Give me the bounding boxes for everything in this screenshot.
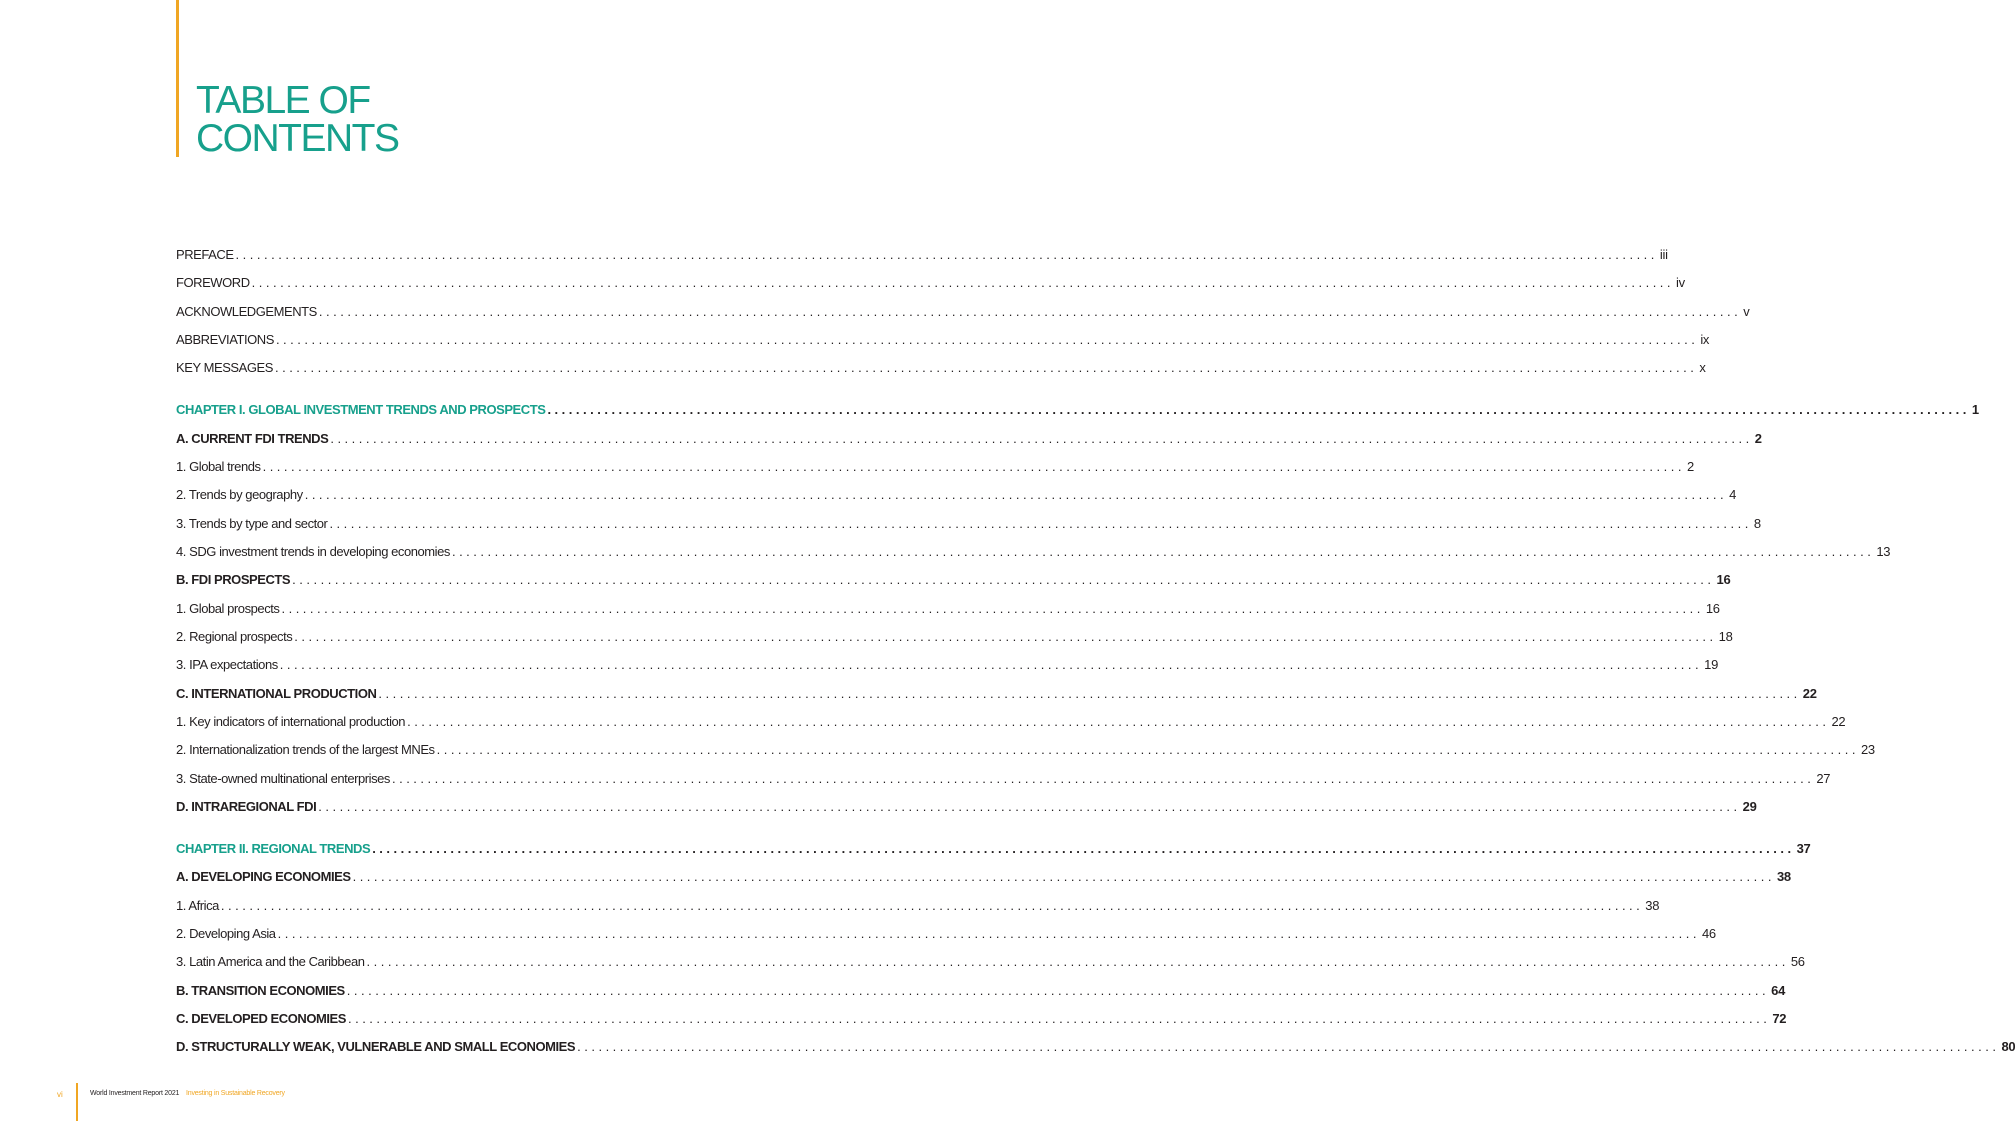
toc-leader-dots: ........................................................................................................................................................................................................ <box>220 898 1644 913</box>
toc-entry-label: ABBREVIATIONS <box>176 332 274 347</box>
toc-leader-dots: ........................................................................................................................................................................................................ <box>277 926 1700 941</box>
toc-entry[interactable] <box>176 419 1762 447</box>
toc-entry-page: 4 <box>1729 487 1737 502</box>
toc-leader-dots: ........................................................................................................................................................................................................ <box>378 686 1801 701</box>
toc-leader-dots: ........................................................................................................................................................................................................ <box>279 657 1703 672</box>
toc-entry-page: 8 <box>1753 516 1761 531</box>
toc-entry-label: A. DEVELOPING ECONOMIES <box>176 869 351 884</box>
toc-entry[interactable] <box>176 702 1846 730</box>
toc-entry-label: 4. SDG investment trends in developing economies <box>176 544 450 559</box>
toc-leader-dots: ........................................................................................................................................................................................................ <box>329 516 1752 531</box>
toc-entry[interactable] <box>176 886 1660 914</box>
toc-entry-label: 2. Internationalization trends of the largest MNEs <box>176 742 435 757</box>
toc-entry-page: 27 <box>1816 771 1831 786</box>
toc-entry[interactable] <box>176 759 1831 787</box>
toc-leader-dots: ........................................................................................................................................................................................................ <box>251 275 1675 290</box>
toc-entry-label: 2. Regional prospects <box>176 629 293 644</box>
toc-entry-page: v <box>1743 304 1750 319</box>
toc-entry-label: CHAPTER I. GLOBAL INVESTMENT TRENDS AND PROSPECTS <box>176 402 546 417</box>
toc-entry[interactable] <box>176 348 1706 376</box>
toc-leader-dots: ........................................................................................................................................................................................................ <box>235 247 1658 262</box>
toc-entry-page: 72 <box>1772 1011 1787 1026</box>
toc-entry-page: 19 <box>1704 657 1719 672</box>
toc-leader-dots: ........................................................................................................................................................................................................ <box>275 332 1699 347</box>
toc-leader-dots: ........................................................................................................................................................................................................ <box>346 983 1770 998</box>
toc-entry-page: 23 <box>1860 742 1875 757</box>
toc-entry-page: 37 <box>1796 841 1811 856</box>
toc-entry-label: 3. Trends by type and sector <box>176 516 328 531</box>
toc-entry-page: 16 <box>1716 572 1731 587</box>
toc-entry-label: C. INTERNATIONAL PRODUCTION <box>176 686 377 701</box>
toc-entry-page: 38 <box>1776 869 1791 884</box>
toc-entry-page: 46 <box>1701 926 1716 941</box>
toc-entry[interactable] <box>176 617 1733 645</box>
toc-leader-dots: ........................................................................................................................................................................................................ <box>391 771 1815 786</box>
toc-entry[interactable] <box>176 589 1720 617</box>
toc-entry[interactable] <box>176 320 1710 348</box>
toc-entry-page: iii <box>1659 247 1668 262</box>
toc-entry[interactable] <box>176 560 1731 588</box>
toc-entry[interactable] <box>176 645 1719 673</box>
toc-leader-dots: ........................................................................................................................................................................................................ <box>330 431 1753 446</box>
footer-page-number: vi <box>57 1090 63 1099</box>
toc-entry-label: 1. Africa <box>176 898 219 913</box>
toc-leader-dots: ........................................................................................................................................................................................................ <box>547 402 1970 417</box>
toc-entry-label: A. CURRENT FDI TRENDS <box>176 431 329 446</box>
toc-entry-page: 1 <box>1971 402 1979 417</box>
toc-entry-page: 13 <box>1876 544 1891 559</box>
toc-entry[interactable] <box>176 447 1694 475</box>
toc-entry-label: KEY MESSAGES <box>176 360 273 375</box>
toc-leader-dots: ........................................................................................................................................................................................................ <box>281 601 1704 616</box>
toc-entry-page: 22 <box>1802 686 1817 701</box>
toc-entry[interactable] <box>176 857 1791 885</box>
toc-entry[interactable] <box>176 730 1875 758</box>
toc-entry-label: D. INTRAREGIONAL FDI <box>176 799 317 814</box>
toc-entry-label: CHAPTER II. REGIONAL TRENDS <box>176 841 371 856</box>
toc-entry-page: 64 <box>1771 983 1786 998</box>
toc-entry[interactable] <box>176 829 1811 857</box>
toc-entry-page: ix <box>1700 332 1710 347</box>
toc-leader-dots: ........................................................................................................................................................................................................ <box>352 869 1775 884</box>
toc-entry[interactable] <box>176 1027 2015 1055</box>
toc-entry-page: 22 <box>1831 714 1846 729</box>
toc-leader-dots: ........................................................................................................................................................................................................ <box>436 742 1859 757</box>
title-accent-bar <box>176 0 179 157</box>
footer-report-title: World Investment Report 2021 <box>90 1090 180 1097</box>
toc-entry-page: 16 <box>1705 601 1720 616</box>
toc-entry[interactable] <box>176 971 1786 999</box>
toc-entry[interactable] <box>176 235 1668 263</box>
toc-entry-page: 29 <box>1742 799 1757 814</box>
toc-entry-label: 2. Trends by geography <box>176 487 303 502</box>
toc-entry-page: 2 <box>1686 459 1694 474</box>
toc-leader-dots: ........................................................................................................................................................................................................ <box>318 799 1741 814</box>
toc-leader-dots: ........................................................................................................................................................................................................ <box>451 544 1875 559</box>
toc-entry-label: C. DEVELOPED ECONOMIES <box>176 1011 346 1026</box>
toc-entry-page: iv <box>1676 275 1685 290</box>
toc-entry-label: 1. Global prospects <box>176 601 280 616</box>
toc-entry-label: ACKNOWLEDGEMENTS <box>176 304 317 319</box>
toc-entry-label: PREFACE <box>176 247 234 262</box>
toc-leader-dots: ........................................................................................................................................................................................................ <box>274 360 1698 375</box>
toc-entry-label: 3. IPA expectations <box>176 657 278 672</box>
title-line-1: TABLE OF <box>196 79 370 122</box>
toc-entry[interactable] <box>176 292 1750 320</box>
toc-entry[interactable] <box>176 999 1787 1027</box>
toc-entry[interactable] <box>176 263 1685 291</box>
page-footer <box>0 1080 793 1122</box>
toc-entry-label: 1. Global trends <box>176 459 261 474</box>
toc-entry-label: 1. Key indicators of international production <box>176 714 406 729</box>
toc-entry-label: 2. Developing Asia <box>176 926 276 941</box>
toc-leader-dots: ........................................................................................................................................................................................................ <box>262 459 1685 474</box>
toc-entry-label: D. STRUCTURALLY WEAK, VULNERABLE AND SMALL ECONOMIES <box>176 1039 576 1054</box>
toc-entry-label: 3. State-owned multinational enterprises <box>176 771 390 786</box>
toc-entry[interactable] <box>176 532 1891 560</box>
toc-entry[interactable] <box>176 674 1817 702</box>
toc-leader-dots: ........................................................................................................................................................................................................ <box>318 304 1742 319</box>
toc-entry-label: B. TRANSITION ECONOMIES <box>176 983 345 998</box>
title-line-2: CONTENTS <box>196 117 399 160</box>
toc-entry-label: 3. Latin America and the Caribbean <box>176 954 365 969</box>
toc-entry-label: B. FDI PROSPECTS <box>176 572 291 587</box>
toc-leader-dots: ........................................................................................................................................................................................................ <box>347 1011 1771 1026</box>
toc-entry[interactable] <box>176 914 1716 942</box>
toc-entry-page: x <box>1699 360 1706 375</box>
toc-leader-dots: ........................................................................................................................................................................................................ <box>407 714 1830 729</box>
toc-entry-page: 2 <box>1754 431 1762 446</box>
footer-accent-bar <box>76 1083 78 1121</box>
toc-entry[interactable] <box>176 390 1979 418</box>
toc-entry-page: 38 <box>1645 898 1660 913</box>
toc-entry[interactable] <box>176 475 1737 503</box>
toc-leader-dots: ........................................................................................................................................................................................................ <box>292 572 1715 587</box>
toc-leader-dots: ........................................................................................................................................................................................................ <box>366 954 1789 969</box>
page-title <box>196 79 399 160</box>
toc-entry[interactable] <box>176 504 1761 532</box>
toc-entry-page: 56 <box>1790 954 1805 969</box>
toc-leader-dots: ........................................................................................................................................................................................................ <box>304 487 1728 502</box>
toc-leader-dots: ........................................................................................................................................................................................................ <box>294 629 1717 644</box>
toc-leader-dots: ........................................................................................................................................................................................................ <box>577 1039 2000 1054</box>
toc-entry[interactable] <box>176 942 1805 970</box>
footer-report-subtitle: Investing in Sustainable Recovery <box>186 1090 285 1097</box>
toc-leader-dots: ........................................................................................................................................................................................................ <box>372 841 1795 856</box>
toc-entry[interactable] <box>176 787 1757 815</box>
toc-entry-label: FOREWORD <box>176 275 250 290</box>
toc-entry-page: 80 <box>2001 1039 2015 1054</box>
toc-entry-page: 18 <box>1718 629 1733 644</box>
